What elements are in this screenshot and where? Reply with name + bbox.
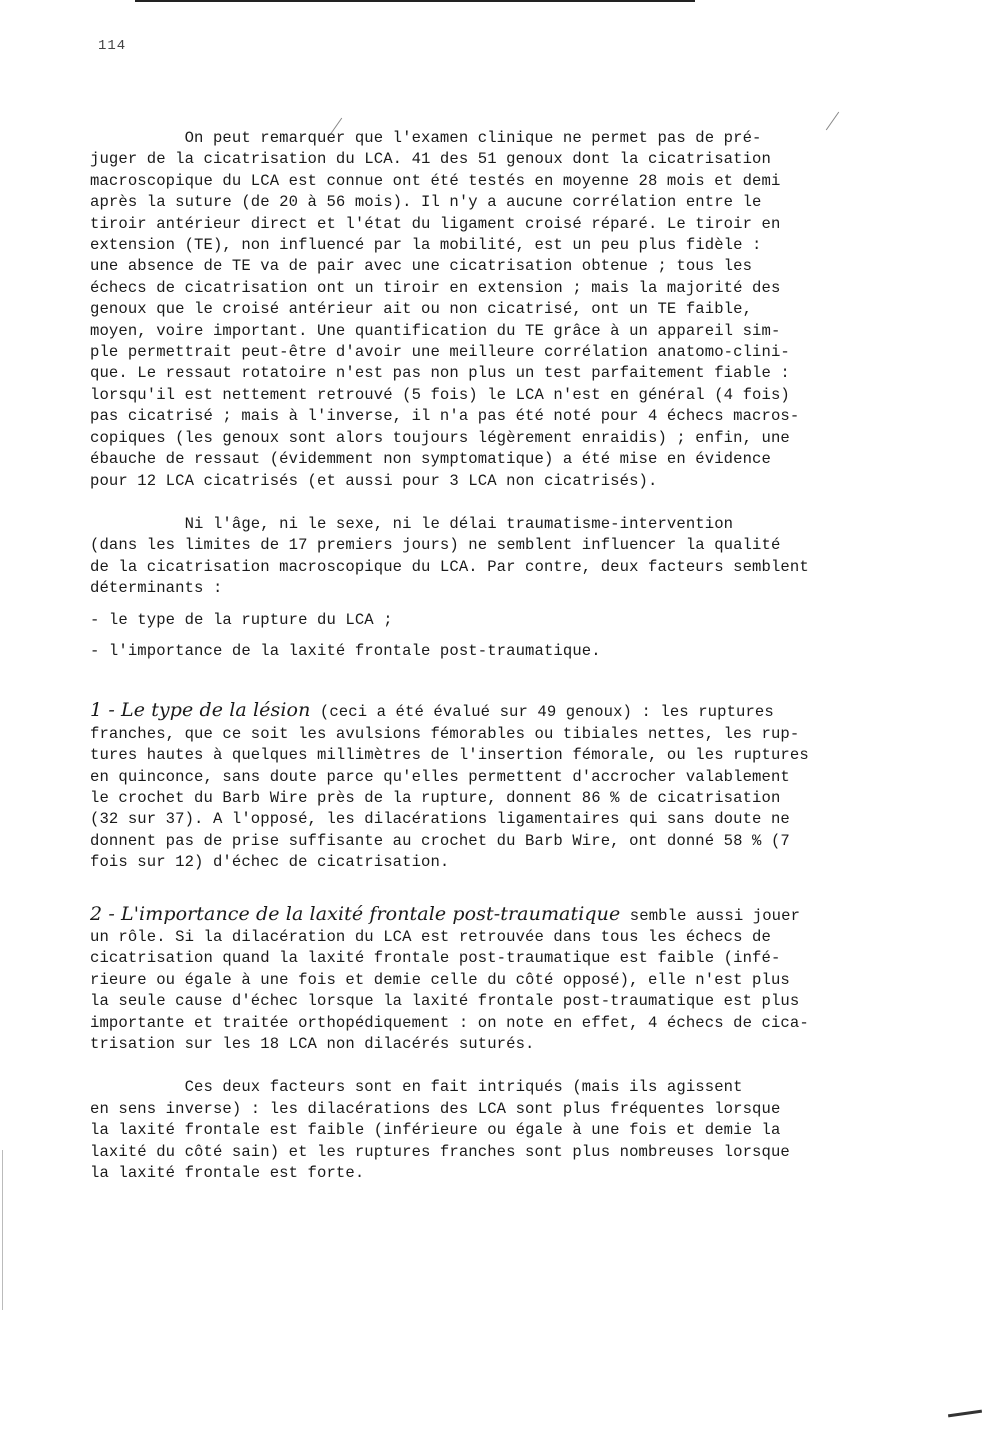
text-line: pas cicatrisé ; mais à l'inverse, il n'a pas été noté pour 4 échecs macros-	[90, 407, 800, 426]
spacer	[90, 1055, 905, 1077]
text-line: tures hautes à quelques millimètres de l'insertion fémorale, ou les ruptures	[90, 746, 809, 765]
text-line: ébauche de ressaut (évidemment non symptomatique) a été mise en évidence	[90, 450, 771, 469]
text-line: fois sur 12) d'échec de cicatrisation.	[90, 853, 450, 872]
document-body	[90, 128, 905, 1184]
text-line: copiques (les genoux sont alors toujours légèrement enraidis) ; enfin, une	[90, 428, 790, 447]
text-line: une absence de TE va de pair avec une cicatrisation obtenue ; tous les	[90, 257, 753, 276]
list-item: - l'importance de la laxité frontale post-traumatique.	[90, 641, 601, 660]
text-line: genoux que le croisé antérieur ait ou non cicatrisé, ont un TE faible,	[90, 300, 753, 319]
spacer	[90, 662, 905, 700]
text-fragment: semble aussi jouer	[620, 906, 801, 925]
list-item: - le type de la rupture du LCA ;	[90, 610, 393, 629]
text-line: donnent pas de prise suffisante au crochet du Barb Wire, ont donné 58 % (7	[90, 831, 790, 850]
text-line: de la cicatrisation macroscopique du LCA. Par contre, deux facteurs semblent	[90, 557, 809, 576]
paragraph-conclusion	[90, 1077, 905, 1184]
scan-edge	[2, 1150, 3, 1310]
paragraph-factors	[90, 514, 905, 600]
pen-mark	[948, 1410, 982, 1418]
section-lesion-type	[90, 700, 905, 873]
spacer	[90, 600, 905, 610]
section-heading: 2 - L'importance de la laxité frontale post-traumatique	[90, 902, 621, 925]
text-line: déterminants :	[90, 579, 223, 598]
text-line: juger de la cicatrisation du LCA. 41 des 51 genoux dont la cicatrisation	[90, 150, 771, 169]
section-first-line	[90, 904, 905, 927]
text-line: (32 sur 37). A l'opposé, les dilacérations ligamentaires qui sans doute ne	[90, 810, 790, 829]
text-line: tiroir antérieur direct et l'état du ligament croisé réparé. Le tiroir en	[90, 214, 781, 233]
text-line: lorsqu'il est nettement retrouvé (5 fois) le LCA n'est en général (4 fois)	[90, 385, 790, 404]
text-line: pour 12 LCA cicatrisés (et aussi pour 3 LCA non cicatrisés).	[90, 471, 658, 490]
text-line: (dans les limites de 17 premiers jours) ne semblent influencer la qualité	[90, 536, 781, 555]
top-rule	[135, 0, 695, 2]
spacer	[90, 492, 905, 514]
text-line: Ni l'âge, ni le sexe, ni le délai traumatisme-intervention	[90, 514, 734, 533]
text-line: le crochet du Barb Wire près de la rupture, donnent 86 % de cicatrisation	[90, 788, 781, 807]
text-line: cicatrisation quand la laxité frontale post-traumatique est faible (infé-	[90, 949, 781, 968]
text-line: un rôle. Si la dilacération du LCA est retrouvée dans tous les échecs de	[90, 928, 771, 946]
text-line: ple permettrait peut-être d'avoir une meilleure corrélation anatomo-clini-	[90, 343, 790, 362]
text-line: importante et traitée orthopédiquement : on note en effet, 4 échecs de cica-	[90, 1013, 809, 1032]
text-line: échecs de cicatrisation ont un tiroir en extension ; mais la majorité des	[90, 278, 781, 297]
text-line: en sens inverse) : les dilacérations des LCA sont plus fréquentes lorsque	[90, 1099, 781, 1118]
text-line: moyen, voire important. Une quantification du TE grâce à un appareil sim-	[90, 321, 781, 340]
text-line: On peut remarquer que l'examen clinique ne permet pas de pré-	[90, 129, 762, 147]
text-line: macroscopique du LCA est connue ont été testés en moyenne 28 mois et demi	[90, 171, 781, 190]
text-line: que. Le ressaut rotatoire n'est pas non plus un test parfaitement fiable :	[90, 364, 790, 383]
text-line: laxité du côté sain) et les ruptures franches sont plus nombreuses lorsque	[90, 1142, 790, 1161]
page-number: 114	[98, 38, 127, 54]
spacer	[90, 631, 905, 641]
text-line: extension (TE), non influencé par la mobilité, est un peu plus fidèle :	[90, 236, 762, 255]
text-line: la laxité frontale est forte.	[90, 1164, 365, 1183]
spacer	[90, 874, 905, 904]
section-frontal-laxity	[90, 904, 905, 1056]
text-fragment: (ceci a été évalué sur 49 genoux) : les ruptures	[310, 703, 774, 722]
text-line: en quinconce, sans doute parce qu'elles permettent d'accrocher valablement	[90, 767, 790, 786]
text-line: franches, que ce soit les avulsions fémorables ou tibiales nettes, les rup-	[90, 724, 800, 743]
section-heading: 1 - Le type de la lésion	[90, 699, 311, 722]
text-line: après la suture (de 20 à 56 mois). Il n'y a aucune corrélation entre le	[90, 193, 762, 212]
text-line: Ces deux facteurs sont en fait intriqués (mais ils agissent	[90, 1078, 743, 1097]
section-first-line	[90, 700, 905, 723]
text-line: trisation sur les 18 LCA non dilacérés suturés.	[90, 1035, 535, 1054]
paragraph-clinical-exam	[90, 128, 905, 492]
text-line: rieure ou égale à une fois et demie celle du côté opposé), elle n'est plus	[90, 970, 790, 989]
text-line: la seule cause d'échec lorsque la laxité frontale post-traumatique est plus	[90, 992, 800, 1011]
text-line: la laxité frontale est faible (inférieure ou égale à une fois et demie la	[90, 1121, 781, 1140]
